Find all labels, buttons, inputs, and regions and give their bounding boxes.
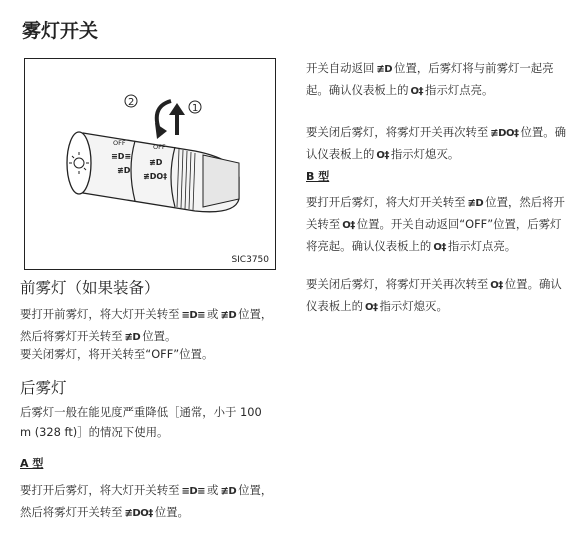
headlight-symbol: ≡D≡ — [181, 310, 206, 321]
front-fog-symbol: ≢D — [220, 486, 237, 497]
fog-switch-illustration — [25, 59, 275, 269]
front-fog-symbol: ≢D — [467, 198, 484, 209]
front-fog-symbol: ≢D — [124, 332, 141, 343]
both-fog-symbol: ≢DO‡ — [124, 508, 153, 519]
front-fog-heading: 前雾灯（如果装备） — [20, 279, 160, 297]
rear-fog-symbol: O‡ — [433, 242, 446, 253]
rear-fog-symbol: O‡ — [410, 86, 424, 97]
front-fog-symbol: ≢D — [376, 64, 393, 75]
sym-both-fog: ≢DO‡ — [143, 172, 168, 181]
type-b-label: B 型 — [306, 170, 330, 183]
type-a-p2: 开关自动返回 ≢D 位置，后雾灯将与前雾灯一起亮起。确认仪表板上的 O‡ 指示灯点亮。 — [306, 61, 554, 97]
front-fog-symbol: ≢D — [220, 310, 237, 321]
headlight-symbol: ≡D≡ — [181, 486, 206, 497]
type-a-p3: 要关闭后雾灯，将雾灯开关再次转至 ≢DO‡ 位置。确认仪表板上的 O‡ 指示灯熄灭。 — [306, 125, 567, 161]
rear-fog-symbol: O‡ — [376, 150, 389, 161]
front-fog-p2: 要关闭雾灯，将开关转至“OFF”位置。 — [20, 347, 214, 361]
type-b-p1: 要打开后雾灯，将大灯开关转至 ≢D 位置，然后将开关转至 O‡ 位置。开关自动返回“OFF”位置，后雾灯将亮起。确认仪表板上的 O‡ 指示灯点亮。 — [306, 195, 565, 253]
label-off-fog: OFF — [153, 143, 166, 151]
label-2: 2 — [128, 97, 135, 108]
type-b-p2: 要关闭后雾灯，将雾灯开关再次转至 O‡ 位置。确认仪表板上的 O‡ 指示灯熄灭。 — [306, 277, 562, 313]
fog-switch-figure — [24, 58, 276, 270]
sym-front-fog: ≢D — [149, 158, 163, 167]
sym-head: ≡D≡ — [111, 152, 132, 161]
rear-fog-symbol: O‡ — [490, 280, 503, 291]
sym-parking: ≢D — [117, 166, 131, 175]
rear-fog-symbol: O‡ — [342, 220, 355, 231]
rear-fog-intro: 后雾灯一般在能见度严重降低［通常，小于 100 m (328 ft)］的情况下使用。 — [20, 405, 262, 439]
type-a-label: A 型 — [20, 457, 44, 470]
rear-fog-heading: 后雾灯 — [20, 379, 67, 397]
label-off-head: OFF — [113, 139, 126, 147]
page-title: 雾灯开关 — [22, 20, 99, 42]
label-1: 1 — [192, 103, 199, 114]
rear-fog-symbol: O‡ — [364, 302, 378, 313]
type-a-p1: 要打开后雾灯，将大灯开关转至 ≡D≡ 或 ≢D 位置，然后将雾灯开关转至 ≢DO‡ 位置。 — [20, 483, 273, 519]
both-fog-symbol: ≢DO‡ — [490, 128, 519, 139]
figure-code: SIC3750 — [231, 255, 269, 265]
front-fog-p1: 要打开前雾灯，将大灯开关转至 ≡D≡ 或 ≢D 位置，然后将雾灯开关转至 ≢D 位置。 — [20, 307, 273, 343]
